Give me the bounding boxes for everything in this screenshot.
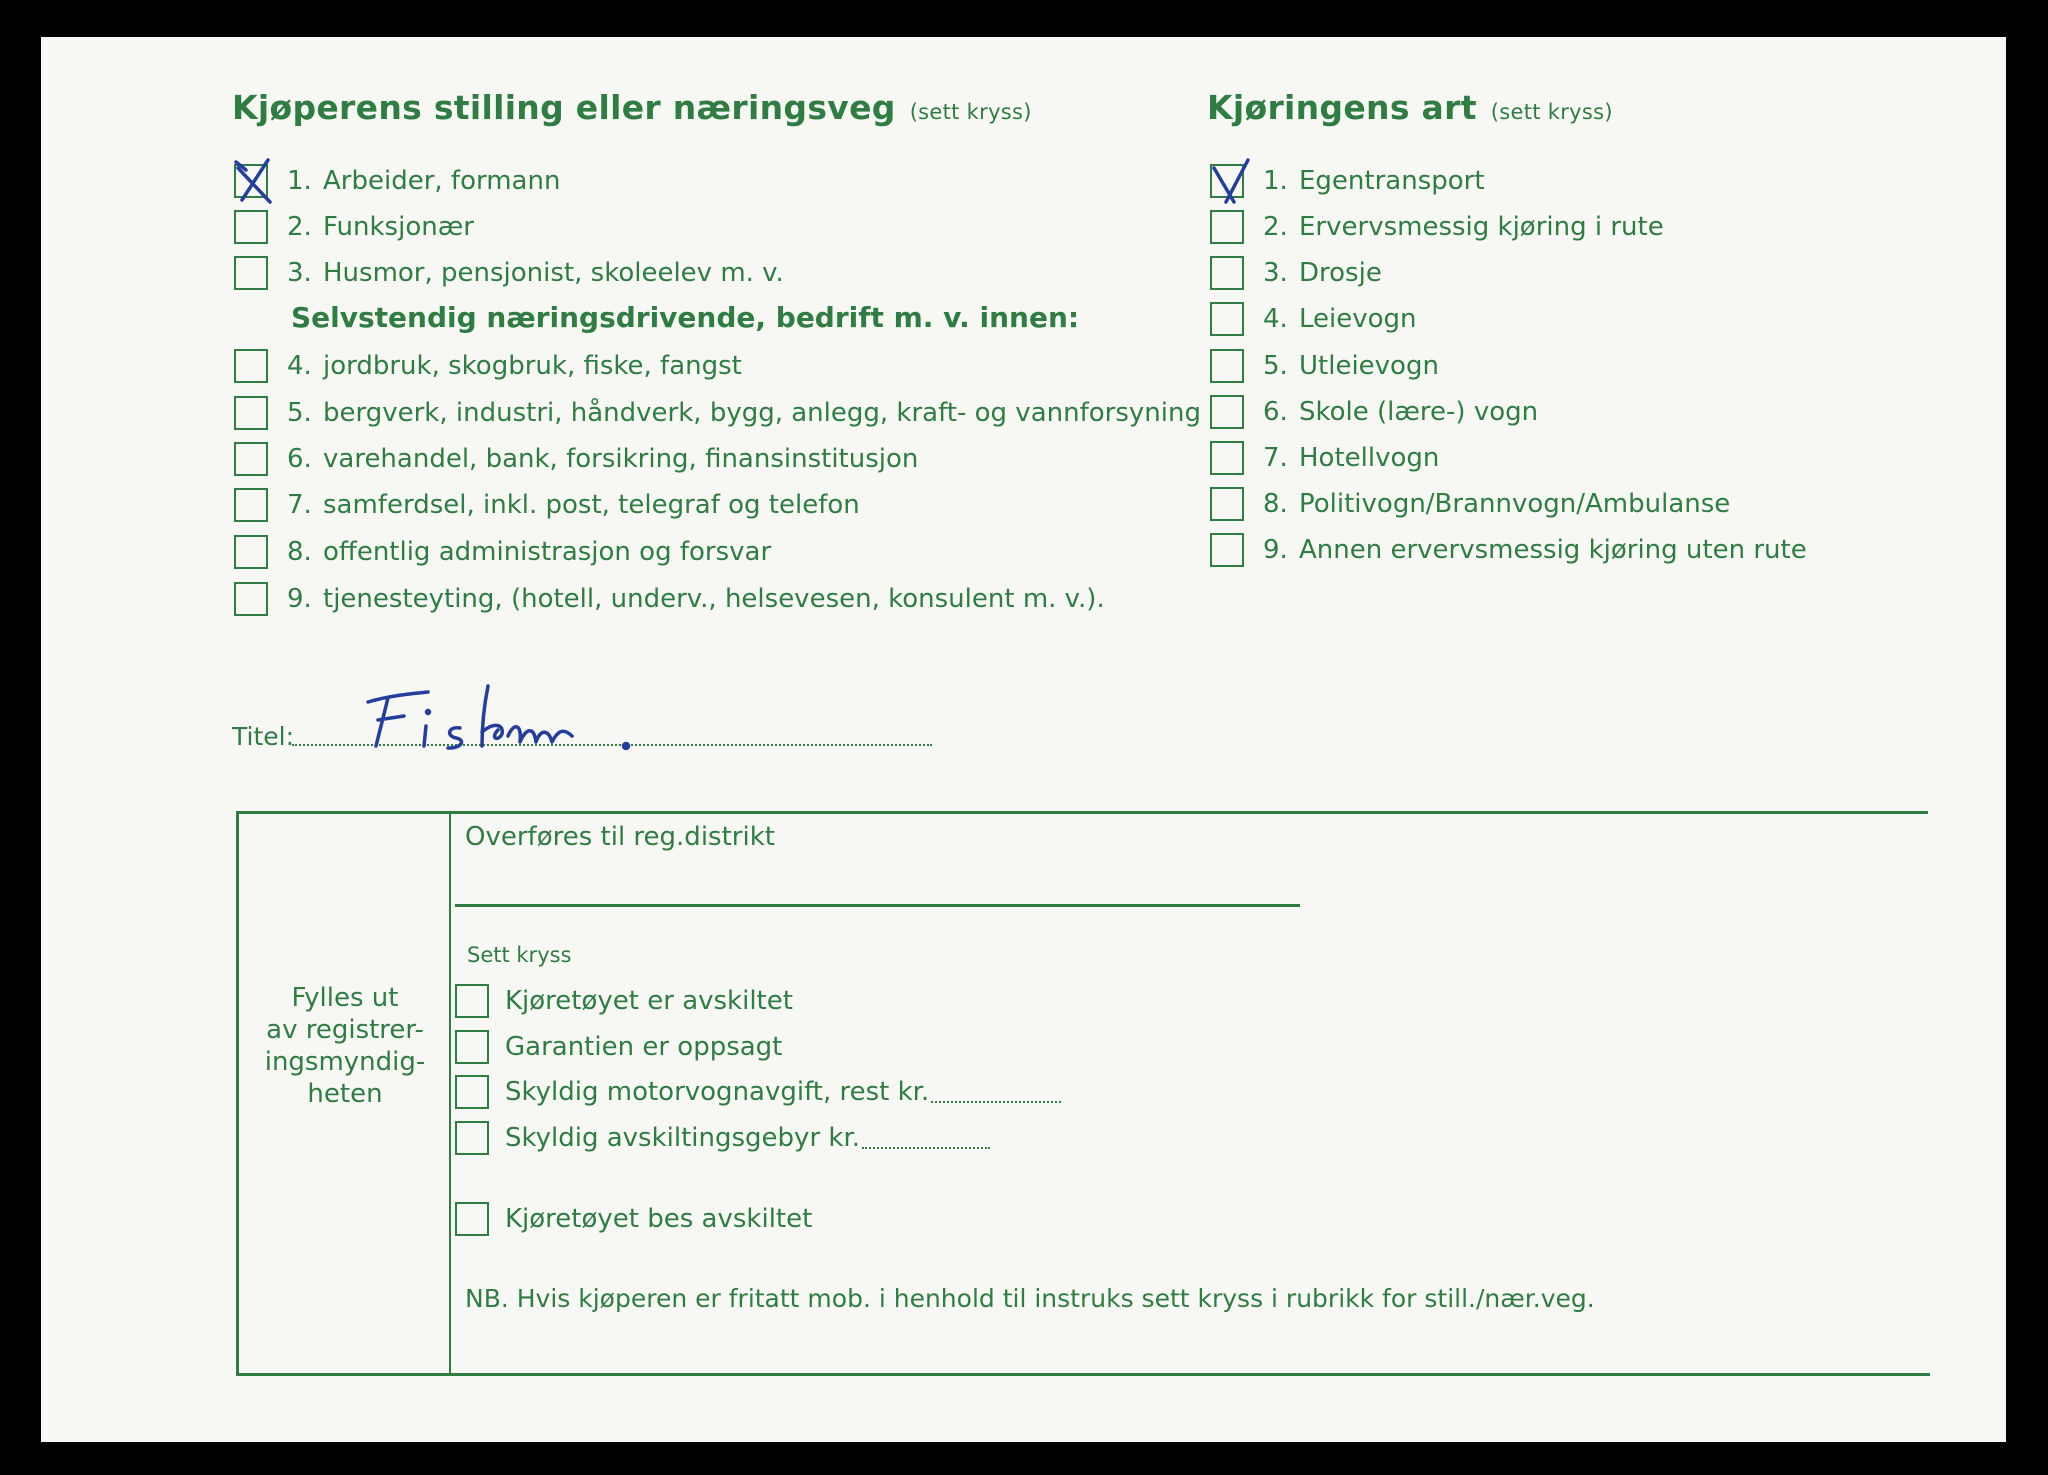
option-label: offentlig administrasjon og forsvar bbox=[323, 537, 772, 567]
handwritten-cross-icon bbox=[232, 156, 276, 206]
checkbox[interactable] bbox=[455, 1030, 489, 1064]
checkbox[interactable] bbox=[1210, 302, 1244, 336]
right-heading-text: Kjøringens art bbox=[1207, 88, 1477, 127]
option-label: Arbeider, formann bbox=[323, 166, 561, 196]
check-label: Kjøretøyet er avskiltet bbox=[505, 986, 793, 1016]
check-label: Skyldig motorvognavgift, rest kr. bbox=[505, 1077, 930, 1107]
handwritten-title-signature[interactable] bbox=[348, 676, 648, 756]
option-number: 4. bbox=[287, 351, 312, 381]
left-option-3[interactable] bbox=[234, 254, 784, 292]
option-number: 8. bbox=[1263, 489, 1288, 519]
left-option-4[interactable] bbox=[234, 347, 742, 385]
option-label: varehandel, bank, forsikring, finansinstitusjon bbox=[323, 444, 919, 474]
option-number: 7. bbox=[287, 490, 312, 520]
option-number: 1. bbox=[1263, 166, 1288, 196]
checkbox[interactable] bbox=[1210, 256, 1244, 290]
checkbox[interactable] bbox=[455, 984, 489, 1018]
left-option-2[interactable] bbox=[234, 208, 474, 246]
option-number: 9. bbox=[1263, 535, 1288, 565]
option-number: 3. bbox=[287, 258, 312, 288]
left-option-5[interactable] bbox=[234, 394, 1201, 432]
option-label: jordbruk, skogbruk, fiske, fangst bbox=[323, 351, 742, 381]
side-label-line: heten bbox=[307, 1079, 383, 1109]
option-label: Politivogn/Brannvogn/Ambulanse bbox=[1299, 489, 1731, 519]
checkbox[interactable] bbox=[1210, 349, 1244, 383]
checkbox[interactable] bbox=[234, 349, 268, 383]
checkbox[interactable] bbox=[234, 535, 268, 569]
right-option-8[interactable] bbox=[1210, 485, 1730, 523]
side-label-line: ingsmyndig- bbox=[264, 1047, 426, 1077]
checkbox[interactable] bbox=[234, 442, 268, 476]
box-left-border bbox=[236, 811, 239, 1376]
right-option-9[interactable] bbox=[1210, 531, 1807, 569]
checkbox[interactable] bbox=[234, 582, 268, 616]
checkbox[interactable] bbox=[234, 396, 268, 430]
registry-check-4[interactable] bbox=[455, 1119, 990, 1157]
registry-check-2[interactable] bbox=[455, 1028, 782, 1066]
amount-dotted-line[interactable] bbox=[862, 1146, 990, 1149]
right-heading-note: (sett kryss) bbox=[1490, 100, 1613, 124]
option-label: tjenesteyting, (hotell, underv., helsevesen, konsulent m. v.). bbox=[323, 584, 1105, 614]
check-label: Skyldig avskiltingsgebyr kr. bbox=[505, 1123, 861, 1153]
left-option-7[interactable] bbox=[234, 486, 860, 524]
title-label: Titel: bbox=[232, 722, 294, 751]
registry-check-last[interactable] bbox=[455, 1200, 812, 1238]
right-option-1[interactable] bbox=[1210, 162, 1485, 200]
checkbox[interactable] bbox=[455, 1075, 489, 1109]
checkbox[interactable] bbox=[234, 256, 268, 290]
option-number: 6. bbox=[287, 444, 312, 474]
right-option-7[interactable] bbox=[1210, 439, 1439, 477]
self-employed-subheading: Selvstendig næringsdrivende, bedrift m. v. innen: bbox=[291, 301, 1080, 334]
checkbox[interactable] bbox=[1210, 210, 1244, 244]
right-option-3[interactable] bbox=[1210, 254, 1382, 292]
option-number: 9. bbox=[287, 584, 312, 614]
checkbox[interactable] bbox=[234, 164, 268, 198]
option-number: 3. bbox=[1263, 258, 1288, 288]
handwritten-cross-icon bbox=[1208, 156, 1252, 206]
checkbox[interactable] bbox=[455, 1121, 489, 1155]
left-heading bbox=[232, 88, 1032, 127]
right-option-6[interactable] bbox=[1210, 393, 1538, 431]
left-heading-text: Kjøperens stilling eller næringsveg bbox=[232, 88, 896, 127]
checkbox[interactable] bbox=[234, 488, 268, 522]
right-option-4[interactable] bbox=[1210, 300, 1417, 338]
check-label: Garantien er oppsagt bbox=[505, 1032, 783, 1062]
option-label: Husmor, pensjonist, skoleelev m. v. bbox=[323, 258, 784, 288]
left-option-8[interactable] bbox=[234, 533, 771, 571]
option-label: Ervervsmessig kjøring i rute bbox=[1299, 212, 1664, 242]
option-label: Egentransport bbox=[1299, 166, 1485, 196]
option-label: Skole (lære-) vogn bbox=[1299, 397, 1539, 427]
option-number: 5. bbox=[287, 398, 312, 428]
option-label: Hotellvogn bbox=[1299, 443, 1440, 473]
checkbox[interactable] bbox=[1210, 533, 1244, 567]
option-number: 4. bbox=[1263, 304, 1288, 334]
box-divider bbox=[449, 813, 451, 1373]
checkbox[interactable] bbox=[1210, 441, 1244, 475]
registry-side-label bbox=[245, 982, 445, 1110]
right-option-2[interactable] bbox=[1210, 208, 1664, 246]
option-label: Funksjonær bbox=[323, 212, 474, 242]
option-label: samferdsel, inkl. post, telegraf og telefon bbox=[323, 490, 860, 520]
left-heading-note: (sett kryss) bbox=[909, 100, 1032, 124]
amount-dotted-line[interactable] bbox=[931, 1100, 1061, 1103]
option-label: Utleievogn bbox=[1299, 351, 1439, 381]
option-label: bergverk, industri, håndverk, bygg, anlegg, kraft- og vannforsyning bbox=[323, 398, 1201, 428]
registry-check-3[interactable] bbox=[455, 1073, 1061, 1111]
check-label: Kjøretøyet bes avskiltet bbox=[505, 1204, 813, 1234]
option-label: Leievogn bbox=[1299, 304, 1417, 334]
sett-kryss-label: Sett kryss bbox=[467, 943, 572, 967]
checkbox[interactable] bbox=[234, 210, 268, 244]
left-option-9[interactable] bbox=[234, 580, 1105, 618]
option-number: 5. bbox=[1263, 351, 1288, 381]
transfer-input-line[interactable] bbox=[455, 904, 1300, 907]
option-number: 2. bbox=[1263, 212, 1288, 242]
transfer-label: Overføres til reg.distrikt bbox=[465, 822, 775, 852]
left-option-1[interactable] bbox=[234, 162, 560, 200]
option-label: Annen ervervsmessig kjøring uten rute bbox=[1299, 535, 1807, 565]
checkbox[interactable] bbox=[455, 1202, 489, 1236]
nb-note: NB. Hvis kjøperen er fritatt mob. i henhold til instruks sett kryss i rubrikk for still./nær.veg. bbox=[465, 1284, 1595, 1313]
form-sheet bbox=[41, 37, 2006, 1442]
right-heading bbox=[1207, 88, 1613, 127]
side-label-line: av registrer- bbox=[266, 1015, 424, 1045]
left-option-6[interactable] bbox=[234, 440, 918, 478]
box-top-border bbox=[236, 811, 1928, 814]
option-number: 8. bbox=[287, 537, 312, 567]
right-option-5[interactable] bbox=[1210, 347, 1439, 385]
option-number: 6. bbox=[1263, 397, 1288, 427]
side-label-line: Fylles ut bbox=[291, 983, 399, 1013]
checkbox[interactable] bbox=[1210, 164, 1244, 198]
checkbox[interactable] bbox=[1210, 395, 1244, 429]
checkbox[interactable] bbox=[1210, 487, 1244, 521]
registry-check-1[interactable] bbox=[455, 982, 793, 1020]
option-number: 2. bbox=[287, 212, 312, 242]
option-number: 7. bbox=[1263, 443, 1288, 473]
option-label: Drosje bbox=[1299, 258, 1382, 288]
box-bottom-border bbox=[238, 1373, 1930, 1376]
option-number: 1. bbox=[287, 166, 312, 196]
